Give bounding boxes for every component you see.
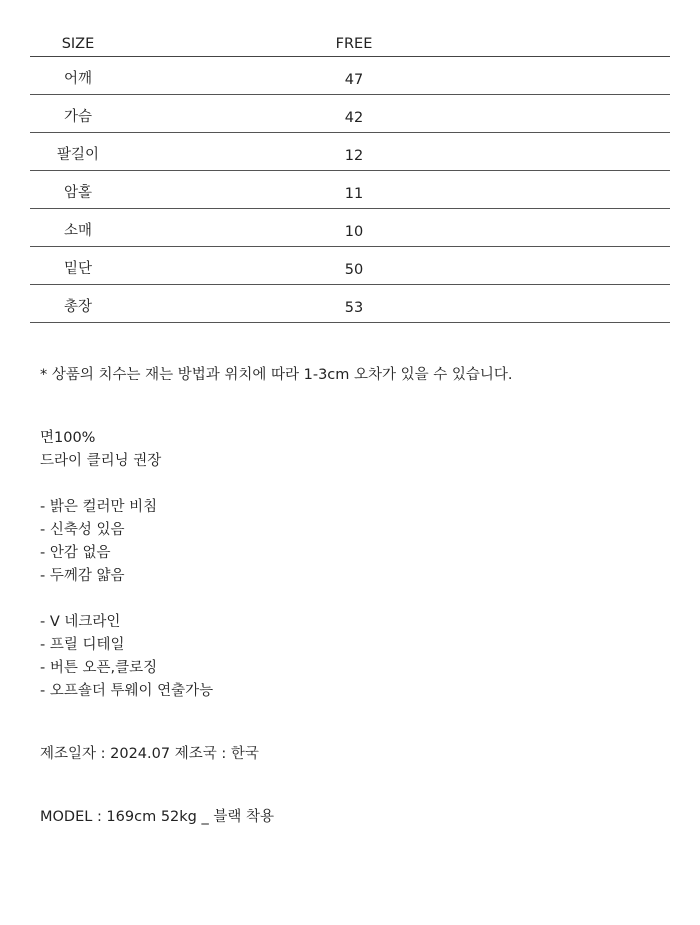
row-label: 팔길이 (56, 147, 100, 163)
detail-item: - V 네크라인 (40, 614, 121, 630)
row-value: 12 (344, 148, 364, 164)
property-item: - 두께감 얇음 (40, 568, 125, 584)
manufacture-info: 제조일자 : 2024.07 제조국 : 한국 (40, 746, 259, 762)
table-row (30, 171, 670, 209)
table-row (30, 133, 670, 171)
property-item: - 밝은 컬러만 비침 (40, 499, 158, 515)
row-label: 가슴 (63, 109, 92, 125)
size-table-header (30, 30, 670, 57)
detail-item: - 프릴 디테일 (40, 637, 125, 653)
table-row (30, 209, 670, 247)
size-header-label: SIZE (61, 36, 95, 52)
size-table (30, 30, 670, 323)
row-label: 암홀 (63, 185, 92, 201)
detail-item: - 버튼 오픈,클로징 (40, 660, 158, 676)
row-label: 밑단 (63, 261, 92, 277)
row-value: 10 (344, 224, 364, 240)
table-row (30, 57, 670, 95)
table-row (30, 285, 670, 323)
row-value: 11 (344, 186, 364, 202)
table-row (30, 95, 670, 133)
model-info: MODEL : 169cm 52kg _ 블랙 착용 (40, 809, 274, 825)
row-value: 53 (344, 300, 364, 316)
row-value: 42 (344, 110, 364, 126)
row-value: 47 (344, 72, 364, 88)
row-value: 50 (344, 262, 364, 278)
property-item: - 신축성 있음 (40, 522, 125, 538)
row-label: 총장 (63, 299, 92, 315)
table-row (30, 247, 670, 285)
care-text: 드라이 클리닝 권장 (40, 453, 162, 469)
measurement-note: * 상품의 치수는 재는 방법과 위치에 따라 1-3cm 오차가 있을 수 있습니다. (40, 367, 513, 383)
property-item: - 안감 없음 (40, 545, 111, 561)
row-label: 소매 (63, 223, 92, 239)
size-header-value: FREE (335, 36, 373, 52)
row-label: 어깨 (63, 71, 92, 87)
material-text: 면100% (40, 430, 96, 446)
product-notes (40, 364, 670, 829)
detail-item: - 오프숄더 투웨이 연출가능 (40, 683, 214, 699)
